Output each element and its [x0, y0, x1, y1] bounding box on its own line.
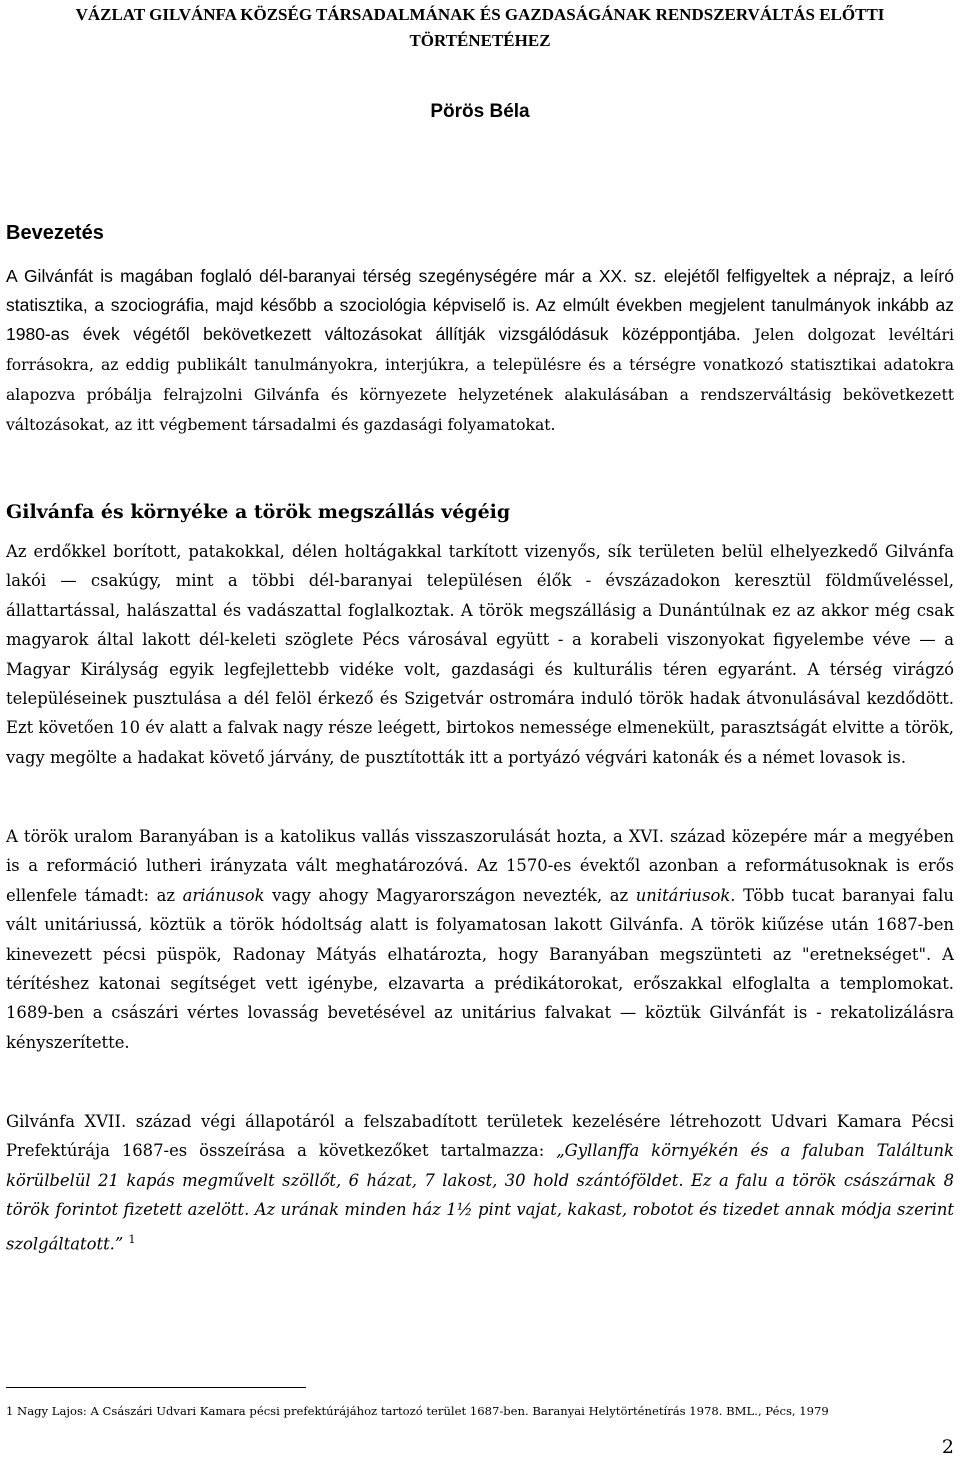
intro-paragraph-part2: Jelen dolgozat levéltári forrásokra, az eddig publikált tanulmányokra, interjúkra, a településre és a térségre vonatkozó statisztikai adatokra alapozva próbálja felrajzolni Gilvánfa és környezete helyzetének alakulásában a rendszerváltásig bekövetkezett változásokat, az itt végbement társadalmi és gazdasági folyamatokat. [6, 326, 954, 434]
document-title [0, 2, 960, 54]
section-paragraph-1: Az erdőkkel borított, patakokkal, délen holtágakkal tarkított vizenyős, sík területen belül elhelyezkedő Gilvánfa lakói — csakúgy, mint a többi dél-baranyai településen élők - évszázadokon keresztül földműveléssel, állattartással, halászattal és vadászattal foglalkoztak. A török megszállásig a Dunántúlnak ez az akkor még csak magyarok által lakott dél-keleti szöglete Pécs városával együtt - a korabeli viszonyokat figyelembe véve — a Magyar Királyság egyik legfejlettebb vidéke volt, gazdasági és kulturális téren egyaránt. A térség virágzó településeinek pusztulása a dél felöl érkező és Szigetvár ostromára induló török hadak átvonulásával kezdődött. Ezt követően 10 év alatt a falvak nagy része leégett, birtokos nemessége elmenekült, parasztságát elvitte a török, vagy megölte a hadakat követő járvány, de pusztították itt a portyázó végvári katonák és a német lovasok is. [6, 542, 954, 767]
p2-emphasis-arianusok: ariánusok [182, 885, 265, 905]
p3-quote: „Gyllanffa környékén és a faluban Találtunk körülbelül 21 kapás megművelt szöllőt, 6 házat, 7 lakost, 30 hold szántóföldet. Ez a falu a török császárnak 8 török forintot fizetett azelött. Az urának minden ház 1½ pint vajat, kakast, robotot és tizedet annak módja szerint szolgáltatott.” [6, 1141, 954, 1254]
p2-text-b: vagy ahogy Magyarországon nevezték, az [264, 885, 636, 905]
title-line-1: VÁZLAT GILVÁNFA KÖZSÉG TÁRSADALMÁNAK ÉS GAZDASÁGÁNAK RENDSZERVÁLTÁS ELŐTTI [75, 5, 885, 24]
footnote-text: 1 Nagy Lajos: A Császári Udvari Kamara pécsi prefektúrájához tartozó terület 1687-ben. Baranyai Helytörténetírás 1978. BML., Pécs, 1979 [6, 1404, 829, 1418]
title-line-2: TÖRTÉNETÉHEZ [409, 31, 551, 50]
intro-heading: Bevezetés [6, 222, 104, 244]
section-paragraph-3 [6, 1107, 954, 1259]
intro-paragraph-part1: A Gilvánfát is magában foglaló dél-baranyai térség szegénységére már a XX. sz. elejétől felfigyeltek a néprajz, a leíró statisztika, a szociográfia, majd később a szociológia képviselő is. Az elmúlt években megjelent tanulmányok inkább az 1980-as évek végétől bekövetkezett változásokat állítják vizsgálódásuk középpontjába. [6, 266, 954, 344]
section-heading: Gilvánfa és környéke a török megszállás végéig [6, 501, 511, 523]
page-number: 2 [941, 1436, 954, 1458]
footnote-divider [6, 1387, 306, 1388]
footnote-reference[interactable]: 1 [128, 1232, 136, 1246]
section-paragraph-2 [6, 822, 954, 1057]
p2-text-c: . Több tucat baranyai falu vált unitáriussá, köztük a török hódoltság alatt is folyamatosan lakott Gilvánfa. A török kiűzése után 1687-ben kinevezett pécsi püspök, Radonay Mátyás elhatározta, hogy Baranyában megszünteti az "eretnekséget". A térítéshez katonai segítséget vett igénybe, elzavarta a prédikátorokat, erőszakkal elfoglalta a templomokat. 1689-ben a császári vértes lovasság bevetésével az unitárius falvakat — köztük Gilvánfát is - rekatolizálásra kényszerítette. [6, 885, 954, 1052]
intro-paragraph [6, 262, 954, 440]
p2-emphasis-unitariusok: unitáriusok [635, 885, 731, 905]
author-name: Pörös Béla [430, 101, 530, 122]
p3-text-a: Gilvánfa XVII. század végi állapotáról a felszabadított területek kezelésére létrehozott Udvari Kamara Pécsi Prefektúrája 1687-es összeírása a következőket tartalmazza: [6, 1112, 954, 1161]
p2-text-a: A török uralom Baranyában is a katolikus vallás visszaszorulását hozta, a XVI. század közepére már a megyében is a reformáció lutheri irányzata vált meghatározóvá. Az 1570-es évektől azonban a reformátusoknak is erős ellenfele támadt: az [6, 827, 954, 905]
